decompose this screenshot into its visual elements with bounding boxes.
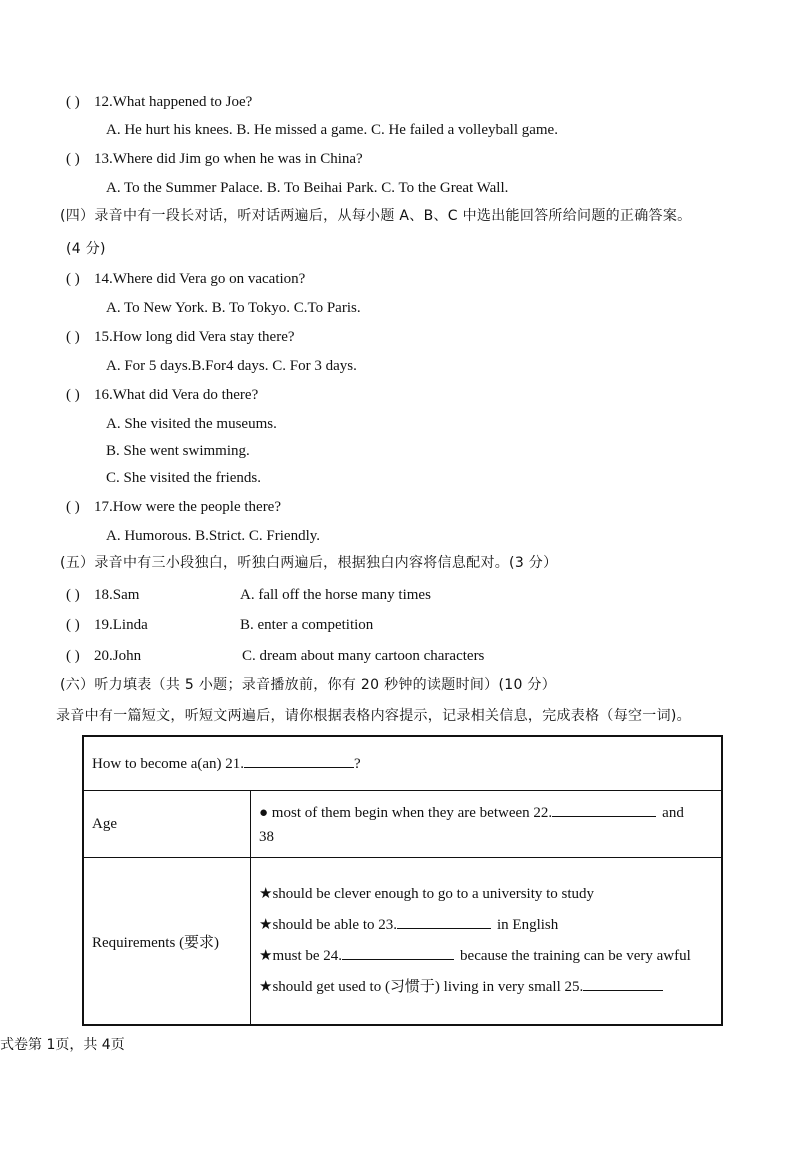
requirement-2-prefix: ★should be able to 23. xyxy=(259,917,398,933)
match-name: 19.Linda xyxy=(94,617,148,633)
table-title-cell xyxy=(83,736,722,791)
table-row-requirements xyxy=(83,858,722,1026)
blank-22[interactable] xyxy=(552,803,656,817)
match-20 xyxy=(66,647,141,665)
table-row-age xyxy=(83,791,722,858)
question-17 xyxy=(66,498,281,516)
answer-bracket: ( ) xyxy=(66,617,80,633)
requirement-3-prefix: ★must be 24. xyxy=(259,948,343,964)
requirements-label: Requirements (要求) xyxy=(83,858,251,1026)
section-4-points: (4 分) xyxy=(66,241,106,257)
question-text: 13.Where did Jim go when he was in China? xyxy=(94,151,363,167)
answer-bracket: ( ) xyxy=(66,587,80,603)
requirement-3 xyxy=(259,941,713,972)
question-12-options: A. He hurt his knees. B. He missed a game. C. He failed a volleyball game. xyxy=(106,122,558,138)
answer-bracket: ( ) xyxy=(66,271,80,287)
blank-23[interactable] xyxy=(397,915,491,929)
blank-25[interactable] xyxy=(583,977,663,991)
blank-21[interactable] xyxy=(244,754,354,768)
answer-bracket: ( ) xyxy=(66,94,80,110)
requirement-4-prefix: ★should get used to (习惯于) living in very small 25. xyxy=(259,979,584,995)
question-13-options: A. To the Summer Palace. B. To Beihai Park. C. To the Great Wall. xyxy=(106,180,509,196)
question-15-options: A. For 5 days.B.For4 days. C. For 3 days. xyxy=(106,358,357,374)
answer-bracket: ( ) xyxy=(66,151,80,167)
answer-bracket: ( ) xyxy=(66,387,80,403)
age-label: Age xyxy=(83,791,251,858)
question-text: 15.How long did Vera stay there? xyxy=(94,329,295,345)
age-text: ● most of them begin when they are between 22. xyxy=(259,805,553,821)
question-15 xyxy=(66,328,295,346)
match-option-c: C. dream about many cartoon characters xyxy=(242,648,485,664)
age-content xyxy=(251,791,723,858)
requirement-3-suffix: because the training can be very awful xyxy=(460,948,691,964)
answer-bracket: ( ) xyxy=(66,329,80,345)
blank-24[interactable] xyxy=(342,946,454,960)
requirement-2 xyxy=(259,910,713,941)
question-14 xyxy=(66,270,305,288)
question-17-options: A. Humorous. B.Strict. C. Friendly. xyxy=(106,528,321,544)
match-19 xyxy=(66,616,148,634)
requirement-2-suffix: in English xyxy=(497,917,559,933)
match-name: 20.John xyxy=(94,648,142,664)
table-row-title xyxy=(83,736,722,791)
question-16 xyxy=(66,386,258,404)
question-text: 12.What happened to Joe? xyxy=(94,94,253,110)
match-name: 18.Sam xyxy=(94,587,140,603)
section-4-heading: (四）录音中有一段长对话，听对话两遍后，从每小题 A、B、C 中选出能回答所给问题的正确答案。 xyxy=(60,208,692,224)
table-title-suffix: ? xyxy=(354,756,361,772)
match-option-a: A. fall off the horse many times xyxy=(240,587,431,603)
requirement-4 xyxy=(259,972,713,1003)
question-16-option-a: A. She visited the museums. xyxy=(106,416,277,432)
question-text: 16.What did Vera do there? xyxy=(94,387,259,403)
question-16-option-b: B. She went swimming. xyxy=(106,443,250,459)
answer-bracket: ( ) xyxy=(66,499,80,515)
age-and: and xyxy=(662,805,684,821)
section-6-instruction: 录音中有一篇短文，听短文两遍后，请你根据表格内容提示，记录相关信息，完成表格（每空一词)。 xyxy=(56,708,691,724)
section-6-heading: (六）听力填表（共 5 小题；录音播放前，你有 20 秒钟的读题时间）(10 分） xyxy=(60,677,557,693)
match-option-b: B. enter a competition xyxy=(240,617,374,633)
fill-in-table xyxy=(82,735,723,1026)
question-14-options: A. To New York. B. To Tokyo. C.To Paris. xyxy=(106,300,361,316)
page-footer: 式卷第 1页，共 4页 xyxy=(0,1037,125,1053)
section-5-heading: (五）录音中有三小段独白，听独白两遍后，根据独白内容将信息配对。(3 分） xyxy=(60,555,558,571)
answer-bracket: ( ) xyxy=(66,648,80,664)
question-text: 17.How were the people there? xyxy=(94,499,282,515)
age-end: 38 xyxy=(259,829,274,845)
match-18 xyxy=(66,586,139,604)
question-text: 14.Where did Vera go on vacation? xyxy=(94,271,306,287)
requirements-content xyxy=(251,858,723,1026)
requirement-1: ★should be clever enough to go to a university to study xyxy=(259,886,595,902)
table-title-prefix: How to become a(an) 21. xyxy=(92,756,245,772)
question-12 xyxy=(66,93,252,111)
question-16-option-c: C. She visited the friends. xyxy=(106,470,261,486)
question-13 xyxy=(66,150,363,168)
